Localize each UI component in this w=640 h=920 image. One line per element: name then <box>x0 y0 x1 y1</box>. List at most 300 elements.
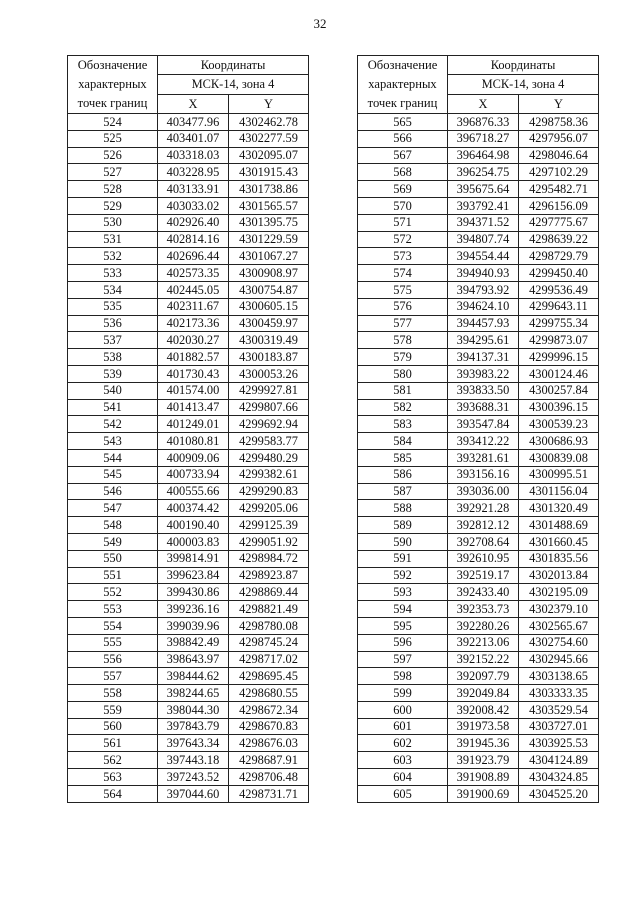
y-coordinate-cell: 4303333.35 <box>519 685 599 702</box>
point-id-cell: 584 <box>358 433 448 450</box>
x-coordinate-cell: 399039.96 <box>158 617 229 634</box>
y-coordinate-cell: 4299755.34 <box>519 315 599 332</box>
points-header-line-2: характерных <box>368 77 437 91</box>
point-id-cell: 577 <box>358 315 448 332</box>
table-row <box>68 114 309 131</box>
x-coordinate-cell: 394940.93 <box>448 265 519 282</box>
point-id-cell: 543 <box>68 433 158 450</box>
y-coordinate-cell: 4301488.69 <box>519 517 599 534</box>
y-coordinate-cell: 4300053.26 <box>229 365 309 382</box>
point-id-cell: 583 <box>358 416 448 433</box>
x-coordinate-cell: 402311.67 <box>158 298 229 315</box>
x-coordinate-cell: 401882.57 <box>158 349 229 366</box>
x-coordinate-cell: 403133.91 <box>158 181 229 198</box>
x-coordinate-cell: 400733.94 <box>158 466 229 483</box>
x-coordinate-cell: 398044.30 <box>158 701 229 718</box>
y-coordinate-cell: 4300839.08 <box>519 449 599 466</box>
y-coordinate-cell: 4300124.46 <box>519 365 599 382</box>
table-row <box>68 601 309 618</box>
y-coordinate-cell: 4303925.53 <box>519 735 599 752</box>
table-row <box>358 567 599 584</box>
y-coordinate-cell: 4299205.06 <box>229 500 309 517</box>
y-coordinate-cell: 4297102.29 <box>519 164 599 181</box>
table-row <box>68 164 309 181</box>
table-row <box>68 181 309 198</box>
y-coordinate-cell: 4300396.15 <box>519 399 599 416</box>
point-id-cell: 554 <box>68 617 158 634</box>
point-id-cell: 537 <box>68 332 158 349</box>
y-column-header: Y <box>229 94 309 113</box>
y-coordinate-cell: 4301565.57 <box>229 197 309 214</box>
x-column-header: X <box>158 94 229 113</box>
table-row <box>68 231 309 248</box>
x-coordinate-cell: 394457.93 <box>448 315 519 332</box>
table-row <box>358 231 599 248</box>
point-id-cell: 594 <box>358 601 448 618</box>
point-id-cell: 566 <box>358 130 448 147</box>
y-coordinate-cell: 4300319.49 <box>229 332 309 349</box>
y-coordinate-cell: 4301320.49 <box>519 500 599 517</box>
y-coordinate-cell: 4296156.09 <box>519 197 599 214</box>
point-id-cell: 548 <box>68 517 158 534</box>
table-row <box>68 533 309 550</box>
table-row <box>68 735 309 752</box>
y-coordinate-cell: 4301156.04 <box>519 483 599 500</box>
table-row <box>358 365 599 382</box>
page-number: 32 <box>313 16 327 31</box>
table-row <box>68 265 309 282</box>
y-coordinate-cell: 4298676.03 <box>229 735 309 752</box>
x-coordinate-cell: 392708.64 <box>448 533 519 550</box>
coords-header-line-1: Координаты <box>448 56 599 75</box>
y-coordinate-cell: 4297775.67 <box>519 214 599 231</box>
x-coordinate-cell: 392519.17 <box>448 567 519 584</box>
table-row <box>358 416 599 433</box>
x-coordinate-cell: 397643.34 <box>158 735 229 752</box>
table-row <box>68 567 309 584</box>
x-coordinate-cell: 402445.05 <box>158 281 229 298</box>
x-coordinate-cell: 394624.10 <box>448 298 519 315</box>
table-row <box>358 114 599 131</box>
point-id-cell: 579 <box>358 349 448 366</box>
point-id-cell: 602 <box>358 735 448 752</box>
point-id-cell: 558 <box>68 685 158 702</box>
y-coordinate-cell: 4299996.15 <box>519 349 599 366</box>
point-id-cell: 528 <box>68 181 158 198</box>
point-id-cell: 539 <box>68 365 158 382</box>
x-coordinate-cell: 402030.27 <box>158 332 229 349</box>
table-row <box>68 197 309 214</box>
table-row <box>68 668 309 685</box>
table-row <box>358 500 599 517</box>
x-coordinate-cell: 392610.95 <box>448 550 519 567</box>
table-row <box>68 584 309 601</box>
point-id-cell: 590 <box>358 533 448 550</box>
x-coordinate-cell: 401249.01 <box>158 416 229 433</box>
y-coordinate-cell: 4298780.08 <box>229 617 309 634</box>
coordinates-table-right-body <box>358 56 599 803</box>
point-id-cell: 532 <box>68 248 158 265</box>
x-coordinate-cell: 394371.52 <box>448 214 519 231</box>
coords-header-line-2: МСК-14, зона 4 <box>448 75 599 94</box>
y-coordinate-cell: 4300754.87 <box>229 281 309 298</box>
x-coordinate-cell: 401413.47 <box>158 399 229 416</box>
table-row <box>358 701 599 718</box>
point-id-cell: 564 <box>68 785 158 802</box>
point-id-cell: 551 <box>68 567 158 584</box>
y-coordinate-cell: 4299643.11 <box>519 298 599 315</box>
y-coordinate-cell: 4298717.02 <box>229 651 309 668</box>
table-row <box>358 164 599 181</box>
point-id-cell: 555 <box>68 634 158 651</box>
x-coordinate-cell: 392213.06 <box>448 634 519 651</box>
table-row <box>68 550 309 567</box>
x-coordinate-cell: 399623.84 <box>158 567 229 584</box>
x-coordinate-cell: 403228.95 <box>158 164 229 181</box>
x-coordinate-cell: 391945.36 <box>448 735 519 752</box>
y-coordinate-cell: 4298984.72 <box>229 550 309 567</box>
table-row <box>68 382 309 399</box>
table-row <box>68 517 309 534</box>
table-row <box>68 433 309 450</box>
y-coordinate-cell: 4302754.60 <box>519 634 599 651</box>
point-id-cell: 560 <box>68 718 158 735</box>
point-id-cell: 544 <box>68 449 158 466</box>
table-row <box>68 449 309 466</box>
table-row <box>68 130 309 147</box>
x-coordinate-cell: 402926.40 <box>158 214 229 231</box>
x-coordinate-cell: 402173.36 <box>158 315 229 332</box>
y-coordinate-cell: 4299051.92 <box>229 533 309 550</box>
point-id-cell: 525 <box>68 130 158 147</box>
point-id-cell: 556 <box>68 651 158 668</box>
table-row <box>358 298 599 315</box>
x-coordinate-cell: 391973.58 <box>448 718 519 735</box>
table-row <box>358 718 599 735</box>
point-id-cell: 557 <box>68 668 158 685</box>
y-coordinate-cell: 4298821.49 <box>229 601 309 618</box>
y-coordinate-cell: 4299692.94 <box>229 416 309 433</box>
points-header-line-1: Обозначение <box>367 58 438 72</box>
y-coordinate-cell: 4298695.45 <box>229 668 309 685</box>
point-id-cell: 559 <box>68 701 158 718</box>
point-id-cell: 538 <box>68 349 158 366</box>
point-id-cell: 529 <box>68 197 158 214</box>
x-coordinate-cell: 398842.49 <box>158 634 229 651</box>
table-row <box>358 735 599 752</box>
x-coordinate-cell: 393156.16 <box>448 466 519 483</box>
x-coordinate-cell: 403401.07 <box>158 130 229 147</box>
point-id-cell: 580 <box>358 365 448 382</box>
y-coordinate-cell: 4298923.87 <box>229 567 309 584</box>
x-coordinate-cell: 391923.79 <box>448 752 519 769</box>
x-coordinate-cell: 400190.40 <box>158 517 229 534</box>
point-id-cell: 567 <box>358 147 448 164</box>
y-coordinate-cell: 4299290.83 <box>229 483 309 500</box>
x-coordinate-cell: 394137.31 <box>448 349 519 366</box>
x-coordinate-cell: 395675.64 <box>448 181 519 198</box>
table-row <box>68 332 309 349</box>
x-coordinate-cell: 392812.12 <box>448 517 519 534</box>
coordinates-table-left-body <box>68 56 309 803</box>
y-coordinate-cell: 4298639.22 <box>519 231 599 248</box>
point-id-cell: 588 <box>358 500 448 517</box>
coordinates-table-left <box>67 55 309 803</box>
table-row <box>358 752 599 769</box>
x-coordinate-cell: 403033.02 <box>158 197 229 214</box>
points-column-header <box>68 56 158 114</box>
point-id-cell: 585 <box>358 449 448 466</box>
x-coordinate-cell: 399236.16 <box>158 601 229 618</box>
points-header-line-3: точек границ <box>77 96 148 110</box>
coords-header-line-1: Координаты <box>158 56 309 75</box>
y-coordinate-cell: 4298729.79 <box>519 248 599 265</box>
x-coordinate-cell: 396254.75 <box>448 164 519 181</box>
table-row <box>358 281 599 298</box>
table-row <box>68 416 309 433</box>
table-row <box>358 349 599 366</box>
coordinates-table-right <box>357 55 599 803</box>
x-coordinate-cell: 402814.16 <box>158 231 229 248</box>
y-coordinate-cell: 4304525.20 <box>519 785 599 802</box>
point-id-cell: 534 <box>68 281 158 298</box>
x-coordinate-cell: 402573.35 <box>158 265 229 282</box>
table-row <box>68 785 309 802</box>
coords-header-line-2: МСК-14, зона 4 <box>158 75 309 94</box>
point-id-cell: 598 <box>358 668 448 685</box>
table-row <box>358 382 599 399</box>
table-row <box>358 584 599 601</box>
table-row <box>358 769 599 786</box>
y-coordinate-cell: 4299480.29 <box>229 449 309 466</box>
x-coordinate-cell: 400555.66 <box>158 483 229 500</box>
y-coordinate-cell: 4304324.85 <box>519 769 599 786</box>
y-coordinate-cell: 4298687.91 <box>229 752 309 769</box>
table-row <box>68 718 309 735</box>
x-coordinate-cell: 397443.18 <box>158 752 229 769</box>
point-id-cell: 549 <box>68 533 158 550</box>
x-coordinate-cell: 397843.79 <box>158 718 229 735</box>
y-coordinate-cell: 4299382.61 <box>229 466 309 483</box>
y-coordinate-cell: 4299807.66 <box>229 399 309 416</box>
y-coordinate-cell: 4300257.84 <box>519 382 599 399</box>
table-row <box>358 433 599 450</box>
y-coordinate-cell: 4298706.48 <box>229 769 309 786</box>
table-row <box>358 315 599 332</box>
point-id-cell: 547 <box>68 500 158 517</box>
point-id-cell: 545 <box>68 466 158 483</box>
point-id-cell: 552 <box>68 584 158 601</box>
table-row <box>358 517 599 534</box>
y-coordinate-cell: 4297956.07 <box>519 130 599 147</box>
y-coordinate-cell: 4295482.71 <box>519 181 599 198</box>
table-row <box>68 685 309 702</box>
point-id-cell: 569 <box>358 181 448 198</box>
point-id-cell: 570 <box>358 197 448 214</box>
point-id-cell: 553 <box>68 601 158 618</box>
point-id-cell: 578 <box>358 332 448 349</box>
x-coordinate-cell: 401730.43 <box>158 365 229 382</box>
table-row <box>68 298 309 315</box>
point-id-cell: 563 <box>68 769 158 786</box>
points-header-line-3: точек границ <box>367 96 438 110</box>
table-row <box>68 634 309 651</box>
point-id-cell: 541 <box>68 399 158 416</box>
y-coordinate-cell: 4298758.36 <box>519 114 599 131</box>
table-row <box>358 332 599 349</box>
y-coordinate-cell: 4302945.66 <box>519 651 599 668</box>
table-row <box>358 130 599 147</box>
y-coordinate-cell: 4301915.43 <box>229 164 309 181</box>
x-coordinate-cell: 397243.52 <box>158 769 229 786</box>
x-coordinate-cell: 403477.96 <box>158 114 229 131</box>
point-id-cell: 574 <box>358 265 448 282</box>
x-coordinate-cell: 394793.92 <box>448 281 519 298</box>
y-coordinate-cell: 4301738.86 <box>229 181 309 198</box>
table-row <box>358 197 599 214</box>
table-row <box>358 785 599 802</box>
table-row <box>358 617 599 634</box>
y-coordinate-cell: 4302013.84 <box>519 567 599 584</box>
x-coordinate-cell: 394807.74 <box>448 231 519 248</box>
x-coordinate-cell: 393833.50 <box>448 382 519 399</box>
table-row <box>68 466 309 483</box>
y-coordinate-cell: 4298680.55 <box>229 685 309 702</box>
table-row <box>358 685 599 702</box>
x-coordinate-cell: 400909.06 <box>158 449 229 466</box>
x-coordinate-cell: 403318.03 <box>158 147 229 164</box>
x-coordinate-cell: 392433.40 <box>448 584 519 601</box>
table-row <box>358 147 599 164</box>
point-id-cell: 530 <box>68 214 158 231</box>
point-id-cell: 596 <box>358 634 448 651</box>
x-coordinate-cell: 394554.44 <box>448 248 519 265</box>
y-coordinate-cell: 4299583.77 <box>229 433 309 450</box>
x-coordinate-cell: 397044.60 <box>158 785 229 802</box>
table-row <box>358 651 599 668</box>
y-coordinate-cell: 4300183.87 <box>229 349 309 366</box>
point-id-cell: 536 <box>68 315 158 332</box>
x-coordinate-cell: 396464.98 <box>448 147 519 164</box>
y-coordinate-cell: 4303529.54 <box>519 701 599 718</box>
y-coordinate-cell: 4298672.34 <box>229 701 309 718</box>
point-id-cell: 605 <box>358 785 448 802</box>
y-coordinate-cell: 4303138.65 <box>519 668 599 685</box>
point-id-cell: 562 <box>68 752 158 769</box>
table-row <box>68 315 309 332</box>
table-row <box>68 752 309 769</box>
table-row <box>358 265 599 282</box>
y-coordinate-cell: 4300539.23 <box>519 416 599 433</box>
points-column-header <box>358 56 448 114</box>
x-coordinate-cell: 399814.91 <box>158 550 229 567</box>
table-row <box>68 214 309 231</box>
point-id-cell: 546 <box>68 483 158 500</box>
table-row <box>358 550 599 567</box>
table-row <box>68 651 309 668</box>
y-coordinate-cell: 4302095.07 <box>229 147 309 164</box>
table-row <box>358 399 599 416</box>
table-row <box>358 248 599 265</box>
x-coordinate-cell: 393547.84 <box>448 416 519 433</box>
x-coordinate-cell: 396876.33 <box>448 114 519 131</box>
point-id-cell: 599 <box>358 685 448 702</box>
points-header-line-2: характерных <box>78 77 147 91</box>
point-id-cell: 540 <box>68 382 158 399</box>
table-row <box>68 483 309 500</box>
y-coordinate-cell: 4298745.24 <box>229 634 309 651</box>
y-coordinate-cell: 4299125.39 <box>229 517 309 534</box>
x-coordinate-cell: 393281.61 <box>448 449 519 466</box>
x-coordinate-cell: 398444.62 <box>158 668 229 685</box>
table-row <box>68 701 309 718</box>
x-coordinate-cell: 401574.00 <box>158 382 229 399</box>
y-coordinate-cell: 4303727.01 <box>519 718 599 735</box>
y-coordinate-cell: 4301395.75 <box>229 214 309 231</box>
y-coordinate-cell: 4302565.67 <box>519 617 599 634</box>
point-id-cell: 542 <box>68 416 158 433</box>
x-coordinate-cell: 396718.27 <box>448 130 519 147</box>
y-coordinate-cell: 4300908.97 <box>229 265 309 282</box>
x-coordinate-cell: 394295.61 <box>448 332 519 349</box>
y-coordinate-cell: 4302379.10 <box>519 601 599 618</box>
table-row <box>358 449 599 466</box>
x-coordinate-cell: 392921.28 <box>448 500 519 517</box>
point-id-cell: 600 <box>358 701 448 718</box>
y-coordinate-cell: 4301835.56 <box>519 550 599 567</box>
y-coordinate-cell: 4298046.64 <box>519 147 599 164</box>
y-coordinate-cell: 4300995.51 <box>519 466 599 483</box>
x-coordinate-cell: 400374.42 <box>158 500 229 517</box>
table-row <box>68 281 309 298</box>
y-coordinate-cell: 4300459.97 <box>229 315 309 332</box>
point-id-cell: 593 <box>358 584 448 601</box>
table-row <box>358 601 599 618</box>
x-coordinate-cell: 392097.79 <box>448 668 519 685</box>
point-id-cell: 524 <box>68 114 158 131</box>
point-id-cell: 587 <box>358 483 448 500</box>
point-id-cell: 575 <box>358 281 448 298</box>
point-id-cell: 568 <box>358 164 448 181</box>
table-row <box>68 147 309 164</box>
point-id-cell: 572 <box>358 231 448 248</box>
x-column-header: X <box>448 94 519 113</box>
table-row <box>68 399 309 416</box>
x-coordinate-cell: 398643.97 <box>158 651 229 668</box>
y-coordinate-cell: 4299536.49 <box>519 281 599 298</box>
table-row <box>358 466 599 483</box>
point-id-cell: 550 <box>68 550 158 567</box>
y-coordinate-cell: 4301660.45 <box>519 533 599 550</box>
table-row <box>68 500 309 517</box>
x-coordinate-cell: 402696.44 <box>158 248 229 265</box>
table-row <box>68 349 309 366</box>
y-coordinate-cell: 4300686.93 <box>519 433 599 450</box>
y-coordinate-cell: 4301229.59 <box>229 231 309 248</box>
table-row <box>68 248 309 265</box>
x-coordinate-cell: 391908.89 <box>448 769 519 786</box>
table-row <box>358 214 599 231</box>
y-coordinate-cell: 4300605.15 <box>229 298 309 315</box>
point-id-cell: 561 <box>68 735 158 752</box>
y-coordinate-cell: 4302277.59 <box>229 130 309 147</box>
point-id-cell: 586 <box>358 466 448 483</box>
point-id-cell: 535 <box>68 298 158 315</box>
table-row <box>68 769 309 786</box>
x-coordinate-cell: 398244.65 <box>158 685 229 702</box>
point-id-cell: 589 <box>358 517 448 534</box>
point-id-cell: 533 <box>68 265 158 282</box>
